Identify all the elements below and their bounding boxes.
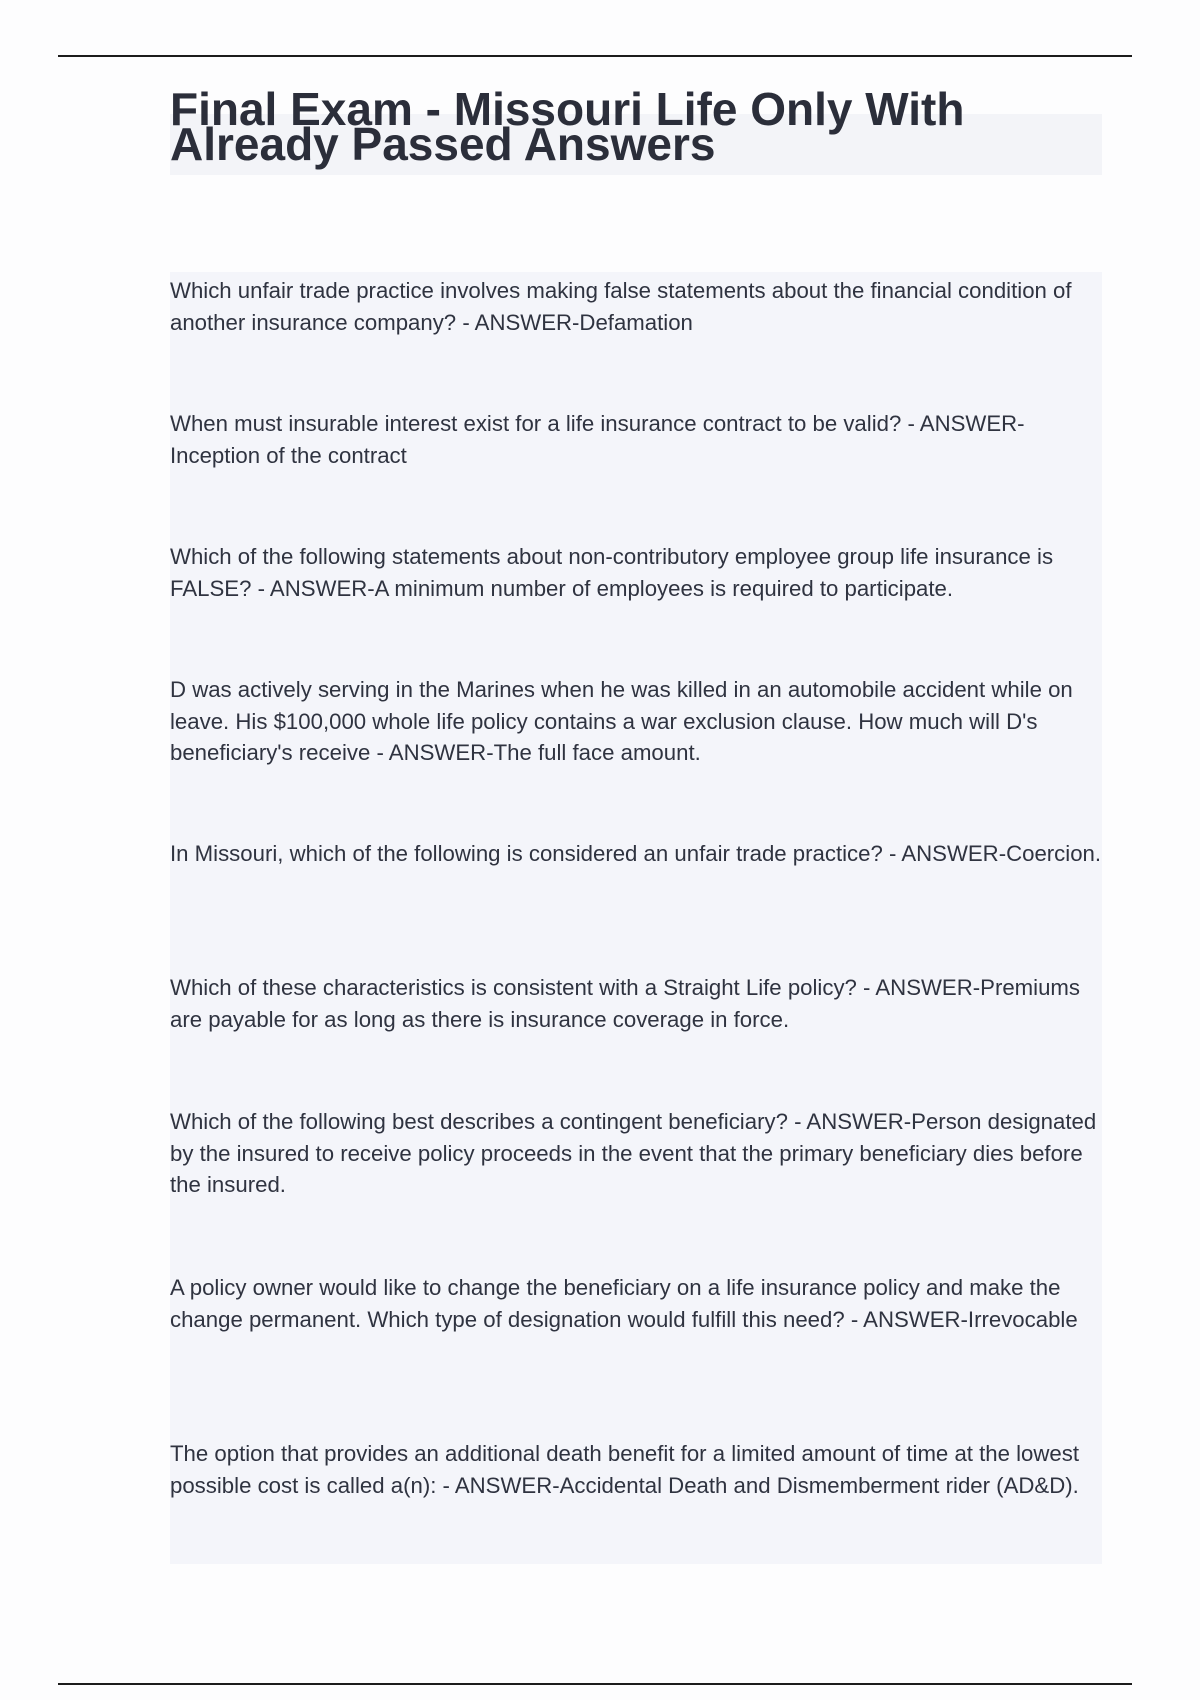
qa-item-8: A policy owner would like to change the beneficiary on a life insurance policy and make the change permanent. Which type of designation would fulfill this need? - ANSWER-Irrevocable xyxy=(170,1275,1078,1332)
qa-item-2: When must insurable interest exist for a life insurance contract to be valid? - ANSWER-Inception of the contract xyxy=(170,411,1025,468)
document-title: Final Exam - Missouri Life Only With Already Passed Answers xyxy=(170,83,965,170)
bottom-rule xyxy=(58,1683,1132,1685)
qa-item-3: Which of the following statements about non-contributory employee group life insurance is FALSE? - ANSWER-A minimum number of employees is required to participate. xyxy=(170,544,1054,601)
qa-item-4: D was actively serving in the Marines when he was killed in an automobile accident while on leave. His $100,000 whole life policy contains a war exclusion clause. How much will D's beneficiary's receive - ANSWER-The full face amount. xyxy=(170,677,1073,765)
qa-item-1: Which unfair trade practice involves making false statements about the financial condition of another insurance company? - ANSWER-Defamation xyxy=(170,278,1072,335)
qa-item-9: The option that provides an additional death benefit for a limited amount of time at the lowest possible cost is called a(n): - ANSWER-Accidental Death and Dismemberment rider (AD&D). xyxy=(170,1441,1080,1498)
qa-item-7: Which of the following best describes a contingent beneficiary? - ANSWER-Person designated by the insured to receive policy proceeds in the event that the primary beneficiary dies before the insured. xyxy=(170,1109,1097,1197)
qa-item-6: Which of these characteristics is consistent with a Straight Life policy? - ANSWER-Premiums are payable for as long as there is insurance coverage in force. xyxy=(170,975,1081,1032)
qa-item-5: In Missouri, which of the following is considered an unfair trade practice? - ANSWER-Coercion. xyxy=(170,841,1102,866)
top-rule xyxy=(58,55,1132,57)
